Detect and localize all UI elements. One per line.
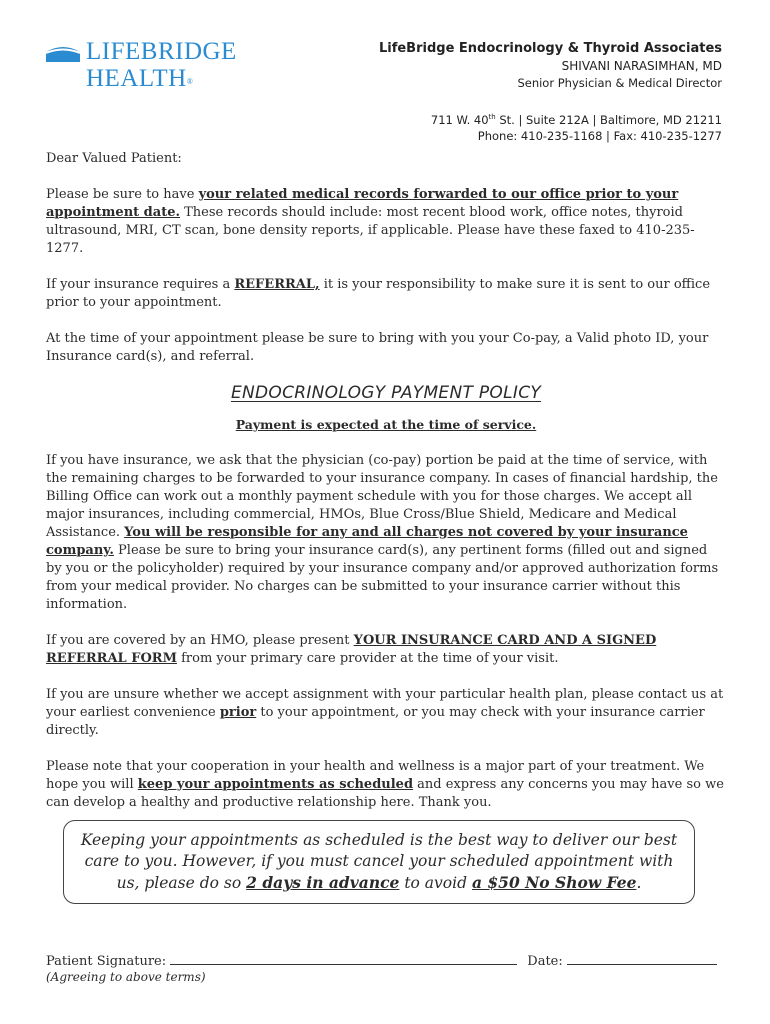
greeting: Dear Valued Patient: [46,151,182,166]
doctor-name: SHIVANI NARASIMHAN, MD [561,59,722,73]
lifebridge-logo [46,40,256,96]
no-show-fee: a $50 No Show Fee [471,873,637,892]
logo-wordmark [86,38,237,95]
letterhead-info [302,40,722,144]
signature-field[interactable] [170,952,517,965]
cooperation-paragraph: Please note that your cooperation in your health and wellness is a major part of your treatment. We hope you will keep your appointments as scheduled and express any concerns you may have so we can develop a healthy and productive relationship here. Thank you. [46,759,724,810]
address: 711 W. 40th St. | Suite 212A | Baltimore, MD 21211 [430,112,722,127]
logo-line1: LIFEBRIDGE [86,38,237,65]
date-field[interactable] [567,952,717,965]
policy-subtitle: Payment is expected at the time of service. [235,417,537,432]
logo-line2: HEALTH [86,65,187,92]
signature-row [46,952,726,969]
logo-reg-mark: ® [186,77,194,86]
phone-fax: Phone: 410-235-1168 | Fax: 410-235-1277 [477,128,722,143]
signature-note: (Agreeing to above terms) [46,970,206,984]
advance-notice: 2 days in advance [246,873,400,892]
referral-paragraph: If your insurance requires a REFERRAL, it is your responsibility to make sure it is sent to our office prior to your appointment. [46,277,711,310]
hmo-paragraph: If you are covered by an HMO, please present YOUR INSURANCE CARD AND A SIGNED REFERRAL FORM from your primary care provider at the time of your visit. [46,633,657,666]
bring-items-paragraph: At the time of your appointment please be sure to bring with you your Co-pay, a Valid photo ID, your Insurance card(s), and referral. [46,331,709,364]
assignment-paragraph: If you are unsure whether we accept assignment with your particular health plan, please contact us at your earliest convenience prior to your appointment, or you may check with your insurance carrier directly. [46,687,724,738]
records-paragraph: Please be sure to have your related medical records forwarded to our office prior to your appointment date. These records should include: most recent blood work, office notes, thyroid ultrasound, MRI, CT scan, bone density reports, if applicable. Please have these faxed to 410-235-1277. [46,187,695,256]
policy-title: ENDOCRINOLOGY PAYMENT POLICY [230,383,542,403]
letter-body [46,150,726,830]
practice-name: LifeBridge Endocrinology & Thyroid Associates [378,41,722,56]
date-label: Date: [527,954,563,969]
doctor-role: Senior Physician & Medical Director [517,76,722,90]
signature-label: Patient Signature: [46,954,167,969]
insurance-paragraph: If you have insurance, we ask that the physician (co-pay) portion be paid at the time of service, with the remaining charges to be forwarded to your insurance company. In cases of financial hardship, the Billing Office can work out a monthly payment schedule with you for those charges. We accept all major insurances, including commercial, HMOs, Blue Cross/Blue Shield, Medicare and Medical Assistance. You will be responsible for any and all charges not covered by your insurance company. Please be sure to bring your insurance card(s), any pertinent forms (filled out and signed by you or the policyholder) required by your insurance company and/or approved authorization forms from your medical provider. No charges can be submitted to your insurance carrier without this information. [46,453,719,612]
lifebridge-swoosh-icon [46,44,80,62]
no-show-notice-box: Keeping your appointments as scheduled is the best way to deliver our best care to you. However, if you must cancel your scheduled appointment with us, please do so 2 days in advance to avoid a $50 No Show Fee. [63,820,695,904]
